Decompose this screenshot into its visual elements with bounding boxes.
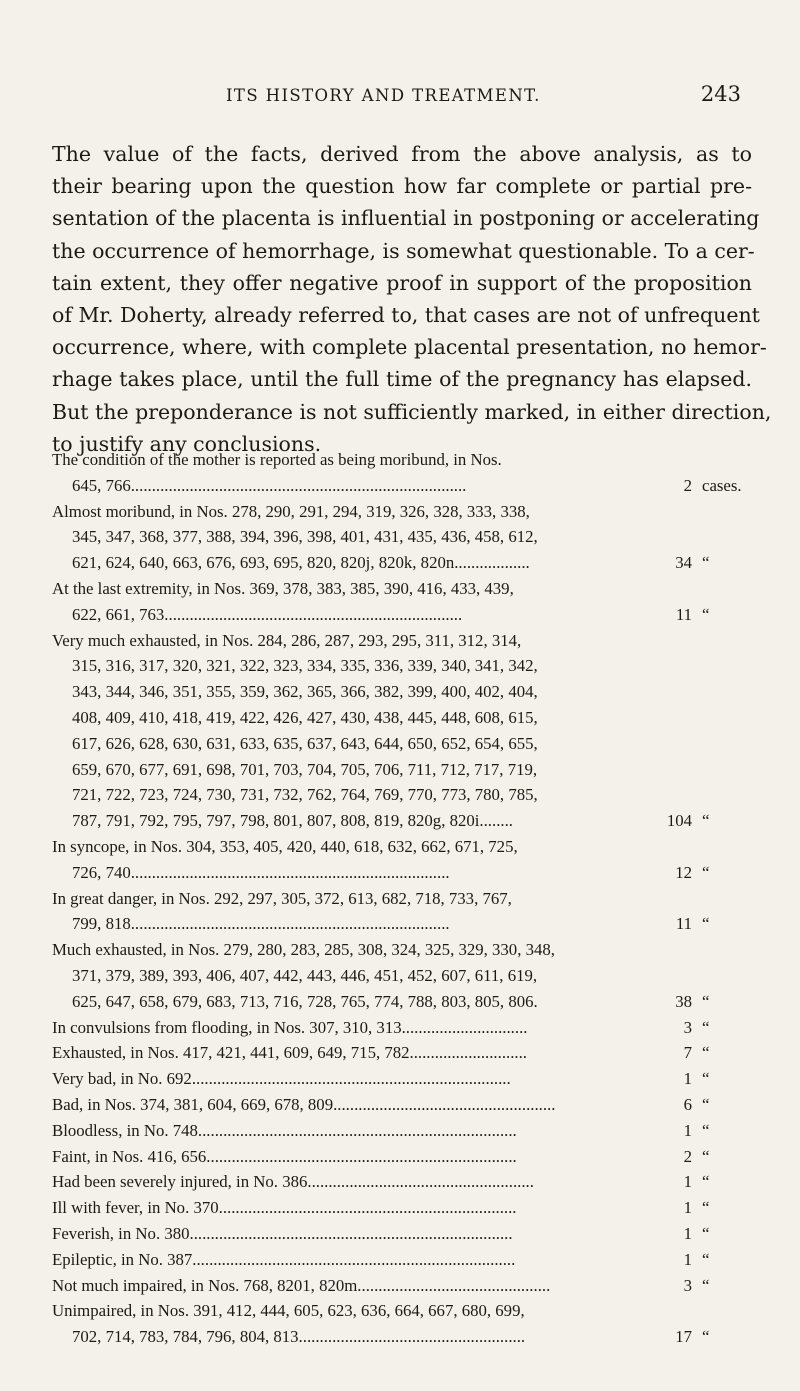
condition-text: Epileptic, in No. 387.............................................................................	[52, 1249, 516, 1269]
condition-text: Almost moribund, in Nos. 278, 290, 291, 294, 319, 326, 328, 333, 338,	[52, 501, 530, 521]
condition-row	[52, 911, 760, 937]
condition-row	[52, 937, 760, 963]
condition-text: 617, 626, 628, 630, 631, 633, 635, 637, 643, 644, 650, 652, 654, 655,	[72, 733, 538, 753]
condition-row	[52, 1040, 760, 1066]
case-count: 3	[683, 1017, 692, 1037]
condition-text: 315, 316, 317, 320, 321, 322, 323, 334, 335, 336, 339, 340, 341, 342,	[72, 656, 538, 676]
case-count: 1	[683, 1249, 692, 1269]
case-unit: “	[702, 991, 710, 1011]
condition-text: Faint, in Nos. 416, 656..........................................................................	[52, 1146, 517, 1166]
paragraph-line: of Mr. Doherty, already referred to, that cases are not of unfrequent	[52, 302, 760, 327]
case-count: 2	[683, 1146, 692, 1166]
case-unit: “	[702, 1146, 710, 1166]
condition-text: In convulsions from flooding, in Nos. 307, 310, 313..............................	[52, 1017, 528, 1037]
case-count: 2	[683, 475, 692, 495]
case-count: 11	[675, 604, 692, 624]
condition-text: 408, 409, 410, 418, 419, 422, 426, 427, 430, 438, 445, 448, 608, 615,	[72, 707, 538, 727]
condition-text: Bad, in Nos. 374, 381, 604, 669, 678, 809.....................................................	[52, 1094, 556, 1114]
case-unit: “	[702, 1327, 710, 1347]
condition-row	[52, 1015, 760, 1041]
condition-text: 343, 344, 346, 351, 355, 359, 362, 365, 366, 382, 399, 400, 402, 404,	[72, 682, 538, 702]
condition-row	[52, 1118, 760, 1144]
case-count: 6	[683, 1094, 692, 1114]
condition-row	[52, 1221, 760, 1247]
case-count: 38	[675, 991, 692, 1011]
case-unit: “	[702, 1249, 710, 1269]
case-unit: “	[702, 914, 710, 934]
condition-row	[52, 653, 760, 679]
condition-row	[52, 860, 760, 886]
condition-text: 371, 379, 389, 393, 406, 407, 442, 443, 446, 451, 452, 607, 611, 619,	[72, 965, 538, 985]
case-count: 1	[683, 1120, 692, 1140]
condition-text: 787, 791, 792, 795, 797, 798, 801, 807, 808, 819, 820g, 820i........	[72, 811, 513, 831]
paragraph-line: tain extent, they offer negative proof in support of the proposition	[52, 270, 752, 295]
case-unit: “	[702, 1120, 710, 1140]
condition-row	[52, 550, 760, 576]
condition-text: Very bad, in No. 692............................................................................	[52, 1069, 511, 1089]
condition-row	[52, 757, 760, 783]
paragraph-line: occurrence, where, with complete placental presentation, no hemor-	[52, 335, 767, 360]
condition-row	[52, 1324, 760, 1350]
condition-row	[52, 447, 760, 473]
condition-row	[52, 989, 760, 1015]
paragraph-line: the occurrence of hemorrhage, is somewhat questionable. To a cer-	[52, 238, 755, 263]
condition-row	[52, 499, 760, 525]
condition-text: Bloodless, in No. 748............................................................................	[52, 1120, 517, 1140]
condition-row	[52, 1144, 760, 1170]
condition-row	[52, 1247, 760, 1273]
case-unit: “	[702, 1069, 710, 1089]
condition-text: In great danger, in Nos. 292, 297, 305, 372, 613, 682, 718, 733, 767,	[52, 888, 512, 908]
paragraph-line: The value of the facts, derived from the above analysis, as to	[52, 142, 752, 166]
condition-row	[52, 782, 760, 808]
condition-text: 659, 670, 677, 691, 698, 701, 703, 704, 705, 706, 711, 712, 717, 719,	[72, 759, 538, 779]
paragraph-line: their bearing upon the question how far complete or partial pre-	[52, 174, 752, 199]
condition-row	[52, 963, 760, 989]
condition-row	[52, 1092, 760, 1118]
paragraph-line: rhage takes place, until the full time of the pregnancy has elapsed.	[52, 367, 752, 392]
condition-text: The condition of the mother is reported as being moribund, in Nos.	[52, 450, 502, 469]
condition-row	[52, 473, 760, 499]
condition-row	[52, 886, 760, 912]
condition-text: 645, 766................................................................................	[72, 475, 467, 495]
case-unit: cases.	[702, 475, 742, 495]
case-count: 12	[675, 862, 692, 882]
case-count: 3	[683, 1275, 692, 1295]
paragraph-line: But the preponderance is not sufficiently marked, in either direction,	[52, 399, 772, 424]
case-unit: “	[702, 1172, 710, 1192]
conditions-table	[52, 447, 760, 1350]
case-unit: “	[702, 1198, 710, 1218]
condition-text: At the last extremity, in Nos. 369, 378, 383, 385, 390, 416, 433, 439,	[52, 578, 514, 598]
condition-row	[52, 602, 760, 628]
condition-text: Feverish, in No. 380.............................................................................	[52, 1223, 513, 1243]
page-header	[0, 84, 800, 114]
case-unit: “	[702, 1094, 710, 1114]
case-unit: “	[702, 1017, 710, 1037]
case-unit: “	[702, 553, 710, 573]
condition-row	[52, 1298, 760, 1324]
case-unit: “	[702, 811, 710, 831]
case-unit: “	[702, 1223, 710, 1243]
condition-text: Unimpaired, in Nos. 391, 412, 444, 605, 623, 636, 664, 667, 680, 699,	[52, 1301, 525, 1321]
case-unit: “	[702, 604, 710, 624]
case-count: 17	[675, 1327, 692, 1347]
page-number: 243	[700, 82, 741, 106]
case-count: 1	[683, 1172, 692, 1192]
condition-text: 622, 661, 763.......................................................................	[72, 604, 463, 624]
condition-row	[52, 1273, 760, 1299]
condition-text: 625, 647, 658, 679, 683, 713, 716, 728, 765, 774, 788, 803, 805, 806.	[72, 991, 538, 1011]
condition-text: Very much exhausted, in Nos. 284, 286, 287, 293, 295, 311, 312, 314,	[52, 630, 522, 650]
condition-text: Had been severely injured, in No. 386......................................................	[52, 1172, 534, 1192]
running-title: ITS HISTORY AND TREATMENT.	[226, 86, 541, 105]
condition-row	[52, 1195, 760, 1221]
condition-row	[52, 834, 760, 860]
condition-row	[52, 731, 760, 757]
case-count: 1	[683, 1223, 692, 1243]
condition-row	[52, 1066, 760, 1092]
condition-text: Much exhausted, in Nos. 279, 280, 283, 285, 308, 324, 325, 329, 330, 348,	[52, 940, 555, 960]
condition-text: 721, 722, 723, 724, 730, 731, 732, 762, 764, 769, 770, 773, 780, 785,	[72, 785, 538, 805]
case-count: 34	[675, 553, 692, 573]
case-unit: “	[702, 1275, 710, 1295]
condition-row	[52, 679, 760, 705]
paragraph-line: sentation of the placenta is influential in postponing or accelerating	[52, 206, 760, 231]
condition-text: 702, 714, 783, 784, 796, 804, 813......................................................	[72, 1327, 526, 1347]
condition-row	[52, 808, 760, 834]
condition-text: 621, 624, 640, 663, 676, 693, 695, 820, 820j, 820k, 820n..................	[72, 553, 530, 573]
case-count: 104	[666, 811, 692, 831]
condition-row	[52, 1169, 760, 1195]
paragraph-line: to justify any conclusions.	[52, 431, 322, 456]
condition-text: Not much impaired, in Nos. 768, 8201, 820m..............................................	[52, 1275, 551, 1295]
condition-row	[52, 705, 760, 731]
condition-row	[52, 576, 760, 602]
case-count: 7	[683, 1043, 692, 1063]
condition-text: In syncope, in Nos. 304, 353, 405, 420, 440, 618, 632, 662, 671, 725,	[52, 836, 518, 856]
condition-text: Ill with fever, in No. 370.......................................................................	[52, 1198, 517, 1218]
case-count: 1	[683, 1069, 692, 1089]
case-count: 1	[683, 1198, 692, 1218]
condition-row	[52, 628, 760, 654]
condition-text: 345, 347, 368, 377, 388, 394, 396, 398, 401, 431, 435, 436, 458, 612,	[72, 527, 538, 547]
condition-text: Exhausted, in Nos. 417, 421, 441, 609, 649, 715, 782............................	[52, 1043, 527, 1063]
body-paragraph	[52, 138, 772, 460]
condition-row	[52, 524, 760, 550]
condition-text: 726, 740............................................................................	[72, 862, 450, 882]
case-unit: “	[702, 1043, 710, 1063]
condition-text: 799, 818............................................................................	[72, 914, 450, 934]
case-unit: “	[702, 862, 710, 882]
case-count: 11	[675, 914, 692, 934]
